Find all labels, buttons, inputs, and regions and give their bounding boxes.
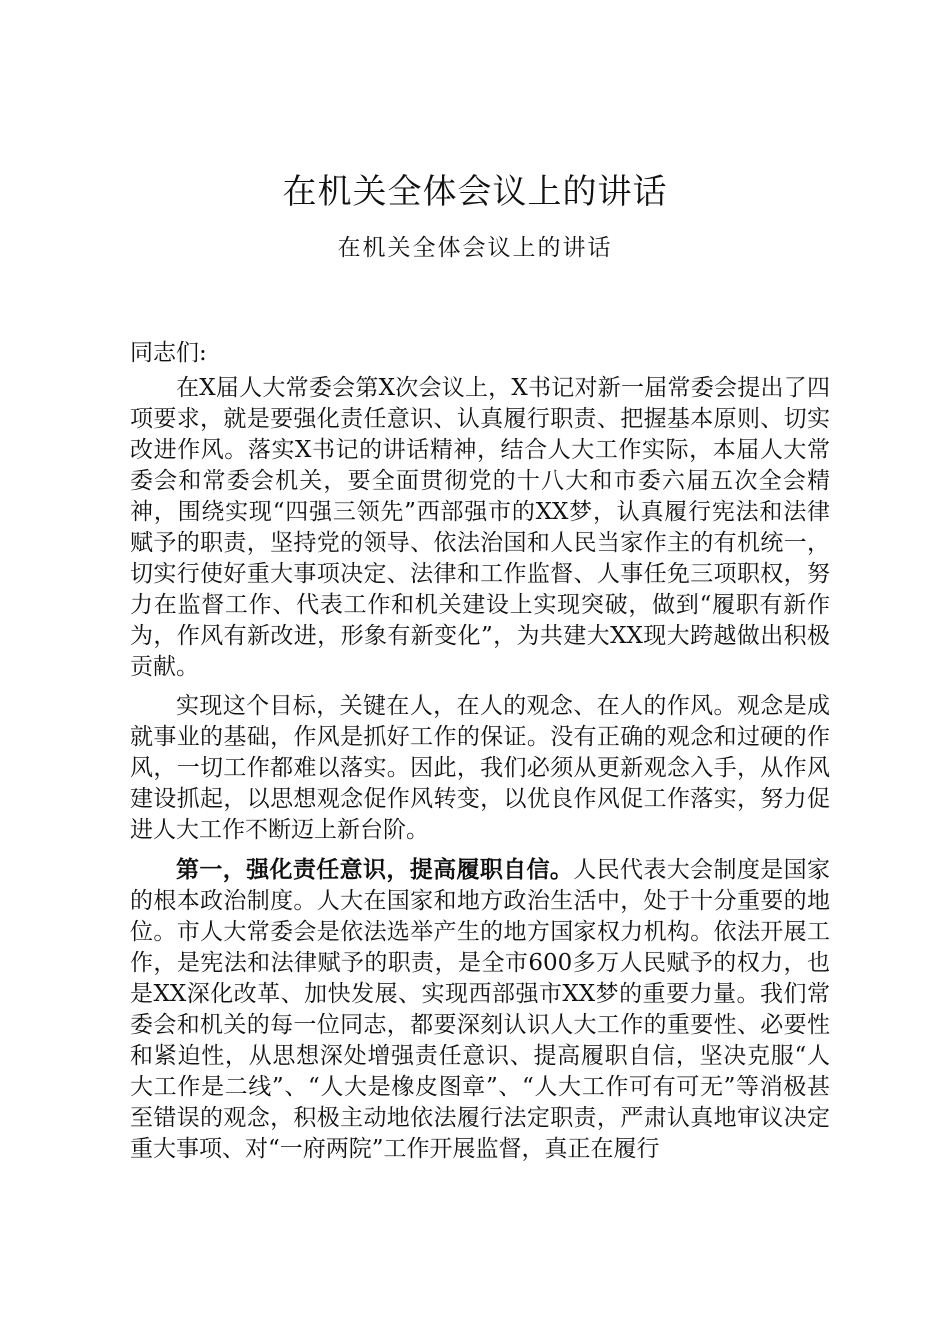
paragraph-3-text: 人民代表大会制度是国家的根本政治制度。人大在国家和地方政治生活中，处于十分重要的地位。市人大常委会是依法选举产生的地方国家权力机构。依法开展工作，是宪法和法律赋予的职责，是全市600多万人民赋予的权力，也是XX深化改革、加快发展、实现西部强市XX梦的重要力量。我们常委会和机关的每一位同志，都要深刻认识人大工作的重要性、必要性和紧迫性，从思想深处增强责任意识、提高履职自信，坚决克服“人大工作是二线”、“人大是橡皮图章”、“人大工作可有可无”等消极甚至错误的观念，积极主动地依法履行法定职责，严肃认真地审议决定重大事项、对“一府两院”工作开展监督，真正在履行 <box>130 857 831 1162</box>
paragraph-3-lead: 第一，强化责任意识，提高履职自信。 <box>176 856 574 883</box>
paragraph-2-text: 实现这个目标，关键在人，在人的观念、在人的作风。观念是成就事业的基础，作风是抓好工作的保证。没有正确的观念和过硬的作风，一切工作都难以落实。因此，我们必须从更新观念入手，从作风建设抓起，以思想观念促作风转变，以优良作风促工作落实，努力促进人大工作不断迈上新台阶。 <box>130 693 830 843</box>
paragraph-1 <box>130 373 830 683</box>
document-subtitle: 在机关全体会议上的讲话 <box>337 235 613 261</box>
paragraph-1-text: 在X届人大常委会第X次会议上，X书记对新一届常委会提出了四项要求，就是要强化责任意识、认真履行职责、把握基本原则、切实改进作风。落实X书记的讲话精神，结合人大工作实际，本届人大常委会和常委会机关，要全面贯彻党的十八大和市委六届五次全会精神，围绕实现“四强三领先”西部强市的XX梦，认真履行宪法和法律赋予的职责，坚持党的领导、依法治国和人民当家作主的有机统一，切实行使好重大事项决定、法律和工作监督、人事任免三项职权，努力在监督工作、代表工作和机关建设上实现突破，做到“履职有新作为，作风有新改进，形象有新变化”，为共建大XX现大跨越做出积极贡献。 <box>130 375 830 680</box>
paragraph-2 <box>130 691 830 846</box>
document-body <box>130 338 830 1173</box>
paragraph-3 <box>130 854 830 1165</box>
document-title: 在机关全体会议上的讲话 <box>282 172 668 212</box>
salutation: 同志们: <box>130 340 207 366</box>
